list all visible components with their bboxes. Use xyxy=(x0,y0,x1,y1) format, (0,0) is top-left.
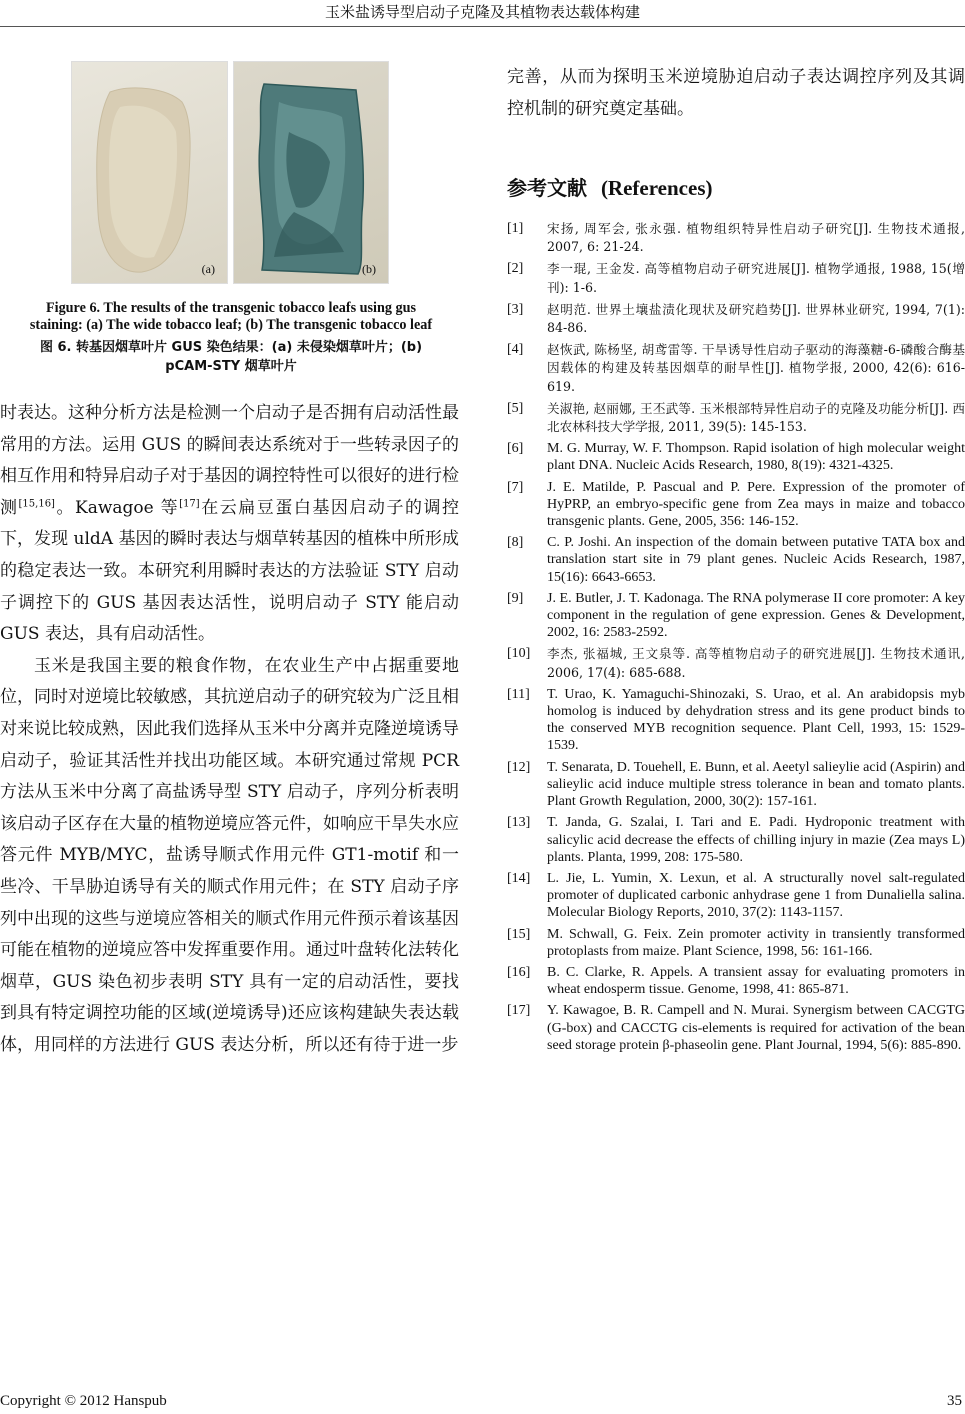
page-number: 35 xyxy=(947,1393,962,1409)
reference-text: T. Janda, G. Szalai, I. Tari and E. Padi. Hydroponic treatment with salicylic acid decrease the effects of chilling injury in mazie (Zea mays L) plants. Planta, 1999, 208: 175-580. xyxy=(547,815,965,865)
reference-number: [17] xyxy=(507,1003,531,1019)
reference-text: 宋扬, 周军会, 张永强. 植物组织特异性启动子研究[J]. 生物技术通报, 2007, 6: 21-24. xyxy=(547,221,965,255)
reference-item xyxy=(507,645,965,681)
panel-a-label: (a) xyxy=(201,262,215,276)
reference-number: [14] xyxy=(507,870,531,886)
reference-number: [1] xyxy=(507,221,524,236)
reference-item xyxy=(507,926,965,960)
reference-item xyxy=(507,1002,965,1054)
reference-number: [4] xyxy=(507,342,524,358)
ref-heading-en: (References) xyxy=(600,176,713,200)
figure-6 xyxy=(71,61,389,284)
reference-item xyxy=(507,870,965,922)
reference-number: [5] xyxy=(507,400,524,416)
reference-item xyxy=(507,479,965,531)
reference-text: J. E. Matilde, P. Pascual and P. Pere. Expression of the promoter of HyPRP, an embryo-specific gene from Zea mays in maize and tobacco transgenic plants. Gene, 2005, 356: 146-152. xyxy=(547,479,965,530)
panel-b-transgenic-leaf xyxy=(233,61,389,284)
reference-item xyxy=(507,686,965,755)
reference-number: [3] xyxy=(507,301,524,317)
citation-17: [17] xyxy=(179,498,200,510)
reference-number: [11] xyxy=(507,686,530,702)
reference-text: J. E. Butler, J. T. Kadonaga. The RNA polymerase II core promoter: A key component in the regulation of gene expression. Genes & Development, 2002, 16: 2583-2592. xyxy=(547,590,965,641)
reference-text: M. G. Murray, W. F. Thompson. Rapid isolation of high molecular weight plant DNA. Nucleic Acids Research, 1980, 8(19): 4321-4325. xyxy=(547,441,965,474)
reference-text: 赵明范. 世界土壤盐渍化现状及研究趋势[J]. 世界林业研究, 1994, 7(1): 84-86. xyxy=(547,301,965,336)
caption-en-line-2: staining: (a) The wide tobacco leaf; (b) The transgenic tobacco leaf xyxy=(29,317,433,333)
reference-number: [10] xyxy=(507,646,531,662)
copyright-notice: Copyright © 2012 Hanspub xyxy=(0,1393,167,1409)
reference-number: [6] xyxy=(507,441,524,457)
figure-caption-en xyxy=(0,300,462,334)
reference-item xyxy=(507,301,965,337)
reference-number: [9] xyxy=(507,590,524,606)
p1-text-c: 在云扁豆蛋白基因启动子的调控下，发现 uldA 基因的瞬时表达与烟草转基因的植株中所形成的稳定表达一致。本研究利用瞬时表达的方法验证 STY 启动子调控下的 GUS 基因表达活性，说明启动子 STY 能启动 GUS 表达，具有启动活性。 xyxy=(0,497,460,645)
header-rule xyxy=(0,26,965,27)
transgenic-leaf-image xyxy=(234,62,390,285)
ref-heading-cn: 参考文献 xyxy=(507,176,587,200)
right-column-continuation: 完善，从而为探明玉米逆境胁迫启动子表达调控序列及其调控机制的研究奠定基础。 xyxy=(507,67,965,119)
reference-number: [7] xyxy=(507,479,524,495)
panel-a-wild-leaf xyxy=(71,61,228,284)
reference-number: [16] xyxy=(507,964,531,980)
caption-cn-line-2: pCAM-STY 烟草叶片 xyxy=(165,359,297,374)
citation-15-16: [15,16] xyxy=(18,498,55,510)
reference-text: 关淑艳, 赵丽娜, 王丕武等. 玉米根部特异性启动子的克隆及功能分析[J]. 西北农林科技大学学报, 2011, 39(5): 145-153. xyxy=(547,400,965,435)
caption-en-line-1: Figure 6. The results of the transgenic tobacco leafs using gus xyxy=(45,300,417,316)
reference-item xyxy=(507,590,965,642)
wild-leaf-image xyxy=(72,62,229,285)
references-heading xyxy=(507,172,712,201)
p1-text-a: 时表达。这种分析方法是检测一个启动子是否拥有启动活性最常用的方法。运用 GUS 的瞬间表达系统对于一些转录因子的相互作用和特异启动子对于基因的调控特性可以很好的进行检测 xyxy=(0,403,459,518)
reference-text: 李一琨, 王金发. 高等植物启动子研究进展[J]. 植物学通报, 1988, 15(增刊): 1-6. xyxy=(547,261,965,295)
reference-number: [2] xyxy=(507,261,524,277)
reference-number: [15] xyxy=(507,926,531,942)
figure-caption-cn xyxy=(0,338,462,376)
reference-text: L. Jie, L. Yumin, X. Lexun, et al. A structurally novel salt-regulated promoter of duplicated carbonic anhydrase gene 1 from Dunaliella salina. Molecular Biology Reports, 2010, 37(2): 1143-1157. xyxy=(547,870,965,921)
reference-item xyxy=(507,814,965,866)
running-title: 玉米盐诱导型启动子克隆及其植物表达载体构建 xyxy=(324,3,640,21)
reference-number: [8] xyxy=(507,535,524,551)
reference-item xyxy=(507,260,965,296)
reference-text: T. Senarata, D. Touehell, E. Bunn, et al. Aeetyl salieylie acid (Aspirin) and salieylic acid induce multiple stress tolerance in bean and tomato plants. Plant Growth Regulation, 2000, 30(2): 157-161. xyxy=(547,759,965,810)
reference-item xyxy=(507,759,965,811)
paragraph-2: 玉米是我国主要的粮食作物，在农业生产中占据重要地位，同时对逆境比较敏感，其抗逆启动子的研究较为广泛且相对来说比较成熟，因此我们选择从玉米中分离并克隆逆境诱导启动子，验证其活性并找出功能区域。本研究通过常规 PCR 方法从玉米中分离了高盐诱导型 STY 启动子，序列分析表明该启动子区存在大量的植物逆境应答元件，如响应干旱失水应答元件 MYB/MYC，盐诱导顺式作用元件 GT1-motif 和一些冷、干旱胁迫诱导有关的顺式作用元件；在 STY 启动子序列中出现的这些与逆境应答相关的顺式作用元件预示着该基因可能在植物的逆境应答中发挥重要作用。通过叶盘转化法转化烟草，GUS 染色初步表明 STY 具有一定的启动活性，要找到具有特定调控功能的区域(逆境诱导)还应该构建缺失表达载体，用同样的方法进行 GUS 表达分析，所以还有待于进一步 xyxy=(0,655,459,1055)
reference-text: C. P. Joshi. An inspection of the domain between putative TATA box and translation start site in 79 plant genes. Nucleic Acids Research, 1987, 15(16): 6643-6653. xyxy=(547,535,965,585)
reference-item xyxy=(507,400,965,436)
reference-text: M. Schwall, G. Feix. Zein promoter activity in transiently transformed protoplasts from maize. Plant Science, 1998, 56: 161-166. xyxy=(547,926,965,959)
p1-text-b: 。Kawagoe 等 xyxy=(54,497,180,518)
reference-list xyxy=(507,220,965,1058)
reference-number: [13] xyxy=(507,815,531,831)
reference-item xyxy=(507,220,965,256)
reference-text: 赵恢武, 陈杨坚, 胡鸢雷等. 干旱诱导性启动子驱动的海藻糖-6-磷酸合酶基因载体的构建及转基因烟草的耐旱性[J]. 植物学报, 2000, 42(6): 616-619. xyxy=(547,342,965,394)
panel-b-label: (b) xyxy=(362,262,376,276)
reference-number: [12] xyxy=(507,759,531,775)
reference-text: B. C. Clarke, R. Appels. A transient assay for evaluating promoters in wheat endosperm tissue. Genome, 1998, 41: 865-871. xyxy=(547,964,965,998)
caption-cn-line-1: 图 6. 转基因烟草叶片 GUS 染色结果：(a) 未侵染烟草叶片；(b) xyxy=(39,340,423,355)
reference-text: T. Urao, K. Yamaguchi-Shinozaki, S. Urao, et al. An arabidopsis myb homolog is induced by dehydration stress and its gene product binds to the conserved MYB recognition sequence. Plant Cell, 1993, 15: 1529-1539. xyxy=(547,686,965,754)
reference-item xyxy=(507,440,965,474)
reference-item xyxy=(507,964,965,998)
reference-text: Y. Kawagoe, B. R. Campell and N. Murai. Synergism between CACGTG (G-box) and CACCTG cis-elements is required for activation of the bean seed storage protein β-phaseolin gene. Plant Journal, 1994, 5(6): 885-890. xyxy=(547,1003,965,1053)
reference-text: 李杰, 张福城, 王文泉等. 高等植物启动子的研究进展[J]. 生物技术通讯, 2006, 17(4): 685-688. xyxy=(547,646,965,680)
reference-item xyxy=(507,534,965,586)
paragraph-1 xyxy=(0,398,459,651)
left-column-body xyxy=(0,398,459,1061)
reference-item xyxy=(507,341,965,396)
